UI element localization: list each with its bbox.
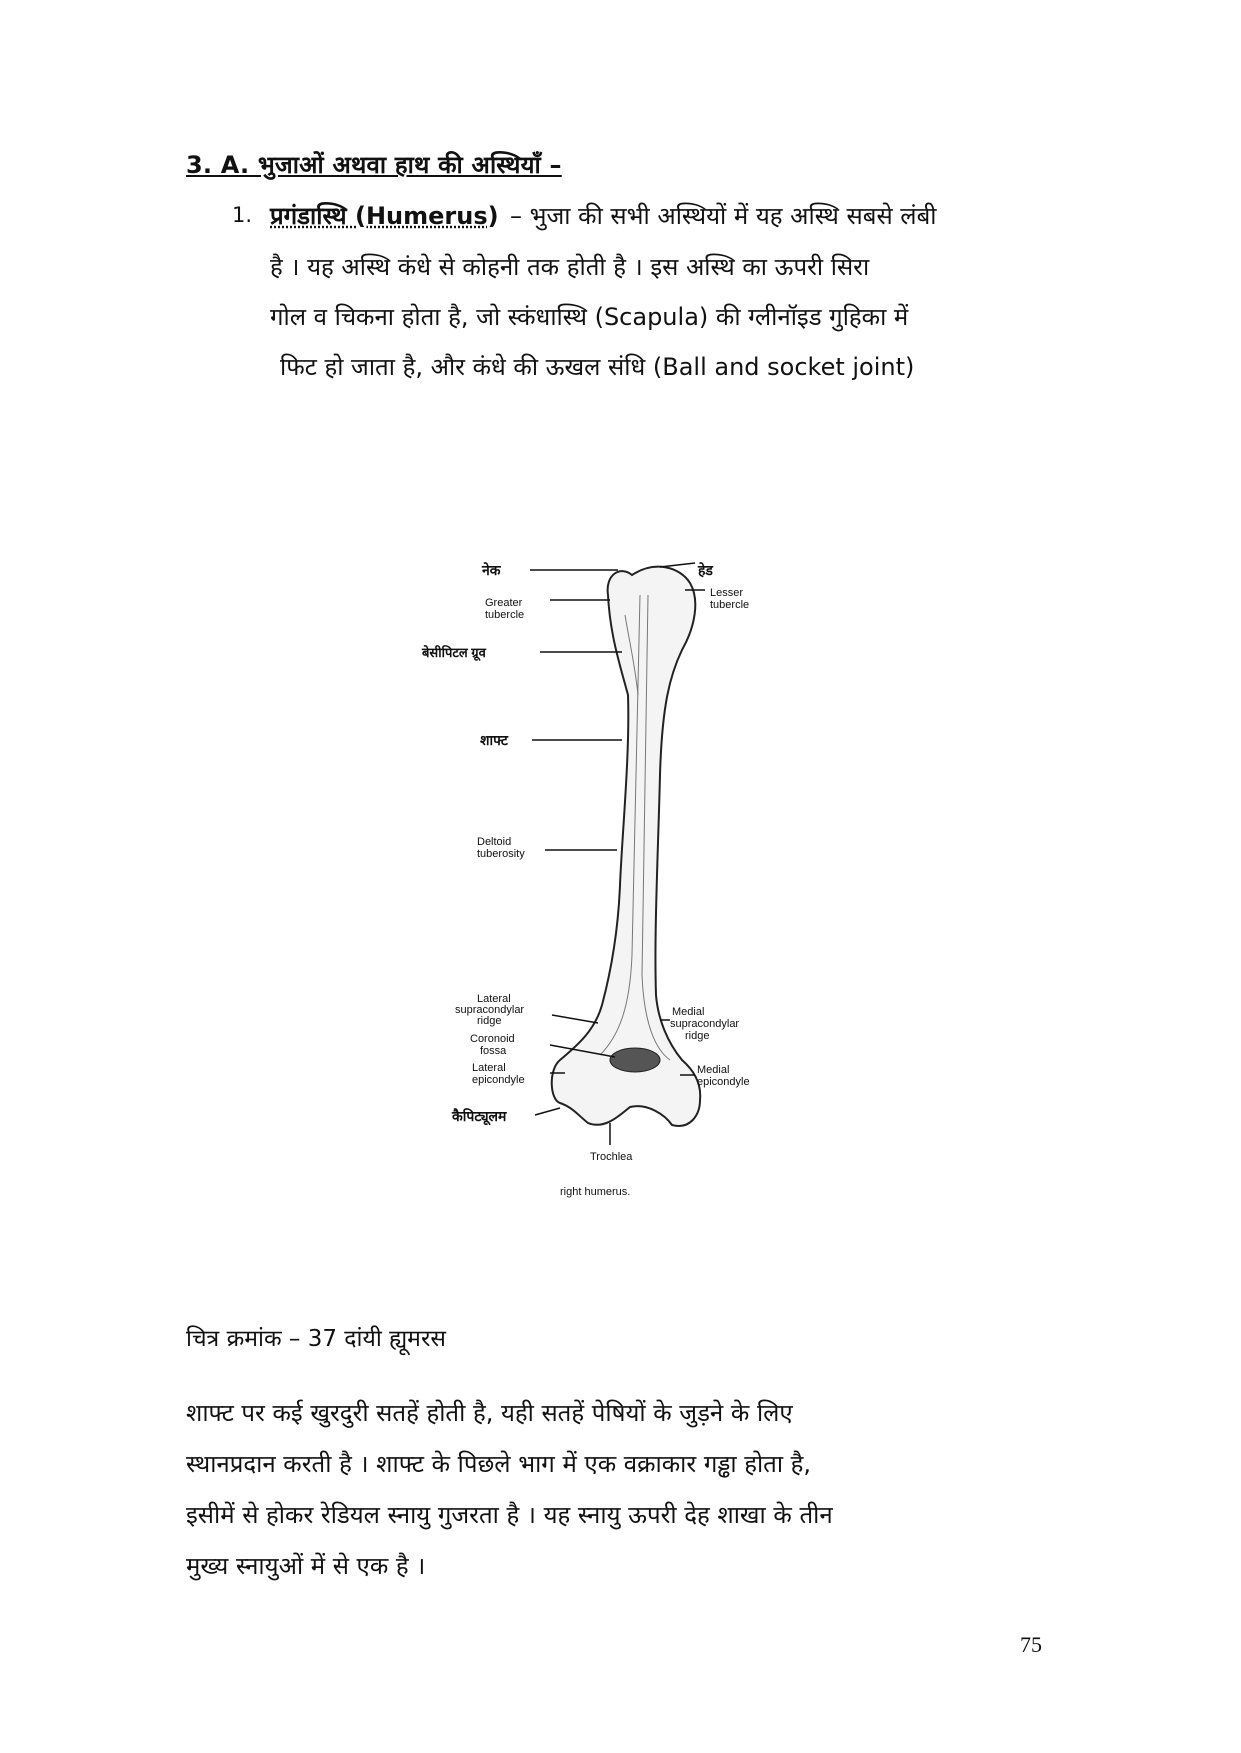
label-med-ridge-1: Medial xyxy=(672,1006,705,1018)
label-coronoid-2: fossa xyxy=(480,1045,507,1057)
label-capitulum: कैपिट्यूलम xyxy=(452,1108,507,1124)
label-med-ridge-2: supracondylar xyxy=(670,1018,740,1030)
coronoid-fossa xyxy=(610,1048,660,1072)
label-greater-tubercle-1: Greater xyxy=(485,597,523,609)
label-lesser-tubercle-1: Lesser xyxy=(710,587,744,599)
label-deltoid-2: tuberosity xyxy=(477,848,525,860)
figure-caption: चित्र क्रमांक – 37 दांयी ह्यूमरस xyxy=(186,1326,446,1352)
label-greater-tubercle-2: tubercle xyxy=(485,609,525,621)
label-trochlea: Trochlea xyxy=(590,1151,633,1163)
item-line-3: गोल व चिकना होता है, जो स्कंधास्थि (Scapula) की ग्लीनॉइड गुहिका में xyxy=(270,303,909,331)
label-shaft: शाफ्ट xyxy=(480,732,508,748)
label-med-epi-1: Medial xyxy=(697,1064,730,1076)
body-line-3: इसीमें से होकर रेडियल स्नायु गुजरता है । यह स्नायु ऊपरी देह शाखा के तीन xyxy=(186,1501,833,1529)
label-med-epi-2: epicondyle xyxy=(697,1076,750,1088)
item-number: 1. xyxy=(232,203,253,227)
label-lat-ridge-2: supracondylar xyxy=(455,1004,525,1016)
body-line-2: स्थानप्रदान करती है । शाफ्ट के पिछले भाग में एक वक्राकार गड्ढा होता है, xyxy=(186,1450,812,1478)
label-med-ridge-3: ridge xyxy=(685,1030,710,1042)
label-lesser-tubercle-2: tubercle xyxy=(710,599,750,611)
body-line-1: शाफ्ट पर कई खुरदुरी सतहें होती है, यही सतहें पेषियों के जुड़ने के लिए xyxy=(186,1399,793,1427)
label-neck: नेक xyxy=(482,562,501,578)
body-line-4: मुख्य स्नायुओं में से एक है । xyxy=(186,1552,426,1580)
label-lat-epi-2: epicondyle xyxy=(472,1074,525,1086)
item-line-1: – भुजा की सभी अस्थियों में यह अस्थि सबसे लंबी xyxy=(510,202,937,230)
label-head: हेड xyxy=(698,562,713,578)
item-title: प्रगंडास्थि (Humerus) xyxy=(270,202,499,230)
page-number: 75 xyxy=(1020,1632,1042,1657)
label-lat-ridge-1: Lateral xyxy=(477,993,511,1005)
item-line-2: है । यह अस्थि कंधे से कोहनी तक होती है । इस अस्थि का ऊपरी सिरा xyxy=(270,253,870,281)
label-groove: बेसीपिटल ग्रूव xyxy=(422,645,486,660)
label-lat-ridge-3: ridge xyxy=(477,1015,502,1027)
section-heading: 3. A. भुजाओं अथवा हाथ की अस्थियाँ – xyxy=(186,151,562,179)
item-line-4: फिट हो जाता है, और कंधे की ऊखल संधि (Ball and socket joint) xyxy=(280,353,915,381)
label-coronoid-1: Coronoid xyxy=(470,1033,515,1045)
humerus-bone xyxy=(552,567,700,1126)
humerus-figure xyxy=(422,555,860,1255)
figure-subtitle: right humerus. xyxy=(560,1186,631,1198)
label-lat-epi-1: Lateral xyxy=(472,1062,506,1074)
label-deltoid-1: Deltoid xyxy=(477,836,512,848)
